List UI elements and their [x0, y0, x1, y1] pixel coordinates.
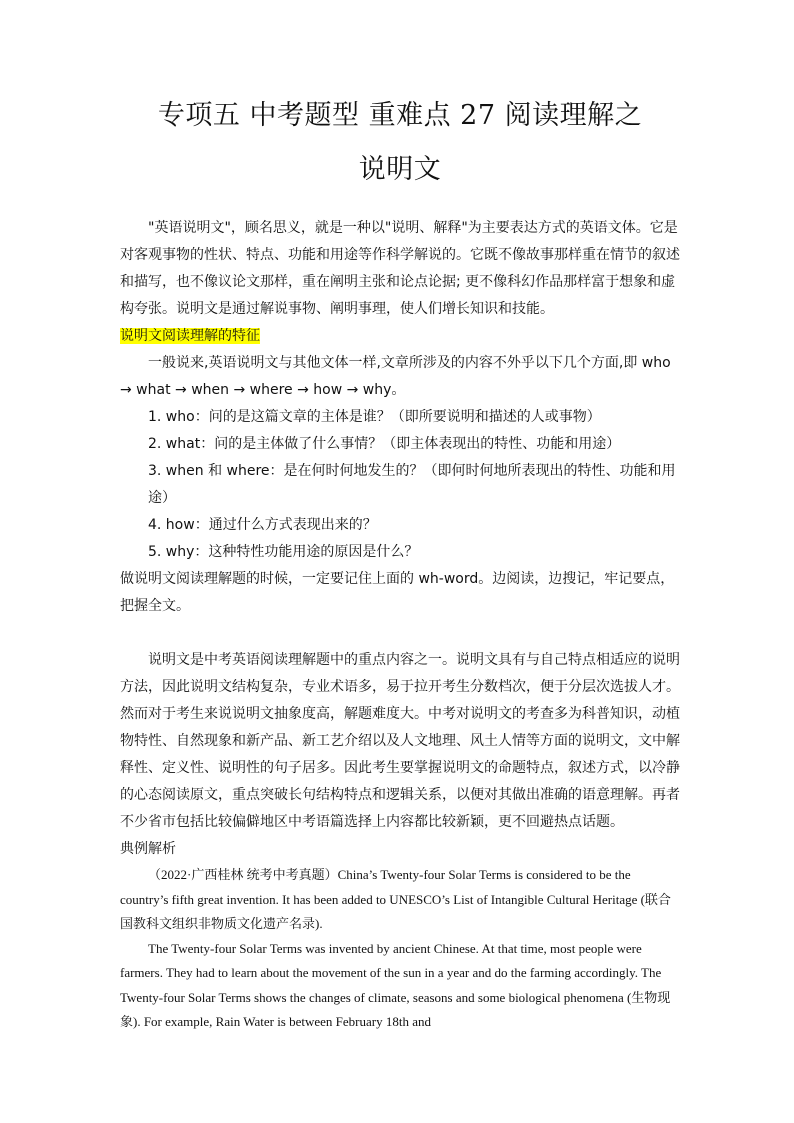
list-item: 4. how：通过什么方式表现出来的？ [148, 517, 377, 534]
tip-paragraph: 做说明文阅读理解题的时候，一定要记住上面的 wh-word。边阅读，边搜记，牢记要点，把握全文。 [120, 571, 675, 615]
general-paragraph: 一般说来,英语说明文与其他文体一样,文章所涉及的内容不外乎以下几个方面,即 who → what → when → where → how → why。 [120, 355, 671, 399]
document-page [120, 0, 680, 1035]
list-item: 3. when 和 where：是在何时何地发生的？（即何时何地所表现出的特性、功能和用途） [148, 463, 676, 507]
analysis-paragraph: 说明文是中考英语阅读理解题中的重点内容之一。说明文具有与自己特点相适应的说明方法，因此说明文结构复杂，专业术语多，易于拉开考生分数档次，便于分层次选拔人才。然而对于考生来说说明文抽象度高，解题难度大。中考对说明文的考查多为科普知识，动植物特性、自然现象和新产品、新工艺介绍以及人文地理、风土人情等方面的说明文，文中解释性、定义性、说明性的句子居多。因此考生要掌握说明文的命题特点，叙述方式，以冷静的心态阅读原文，重点突破长句结构特点和逻辑关系，以便对其做出准确的语意理解。再者不少省市包括比较偏僻地区中考语篇选择上内容都比较新颖，更不回避热点话题。 [120, 652, 680, 831]
wh-points-list [120, 404, 680, 566]
title-line-2: 说明文 [358, 154, 442, 185]
passage-paragraph-2: The Twenty-four Solar Terms was invented by ancient Chinese. At that time, most people were farmers. They had to learn about the movement of the sun in a year and do the farming accordingly. The Twenty-four Solar Terms shows the changes of climate, seasons and some biological phenomena (生物现象). For example, Rain Water is between February 18th and [120, 940, 671, 1030]
list-item: 1. who：问的是这篇文章的主体是谁？（即所要说明和描述的人或事物） [148, 409, 601, 426]
passage-paragraph-1: （2022·广西桂林 统考中考真题）China’s Twenty-four Solar Terms is considered to be the country’s fifth great invention. It has been added to UNESCO’s List of Intangible Cultural Heritage (联合国教科文组织非物质文化遗产名录). [120, 867, 671, 932]
blank-line [120, 620, 680, 647]
intro-paragraph: "英语说明文"，顾名思义，就是一种以"说明、解释"为主要表达方式的英语文体。它是对客观事物的性状、特点、功能和用途等作科学解说的。它既不像故事那样重在情节的叙述和描写，也不像议论文那样，重在阐明主张和论点论据; 更不像科幻作品那样富于想象和虚构夸张。说明文是通过解说事物、阐明事理，使人们增长知识和技能。 [120, 220, 680, 318]
example-heading: 典例解析 [120, 841, 176, 858]
title-line-1: 专项五 中考题型 重难点 27 阅读理解之 [157, 100, 643, 131]
list-item: 2. what：问的是主体做了什么事情？（即主体表现出的特性、功能和用途） [148, 436, 621, 453]
feature-heading: 说明文阅读理解的特征 [120, 328, 260, 345]
list-item: 5. why：这种特性功能用途的原因是什么？ [148, 544, 419, 561]
page-title [120, 89, 680, 197]
